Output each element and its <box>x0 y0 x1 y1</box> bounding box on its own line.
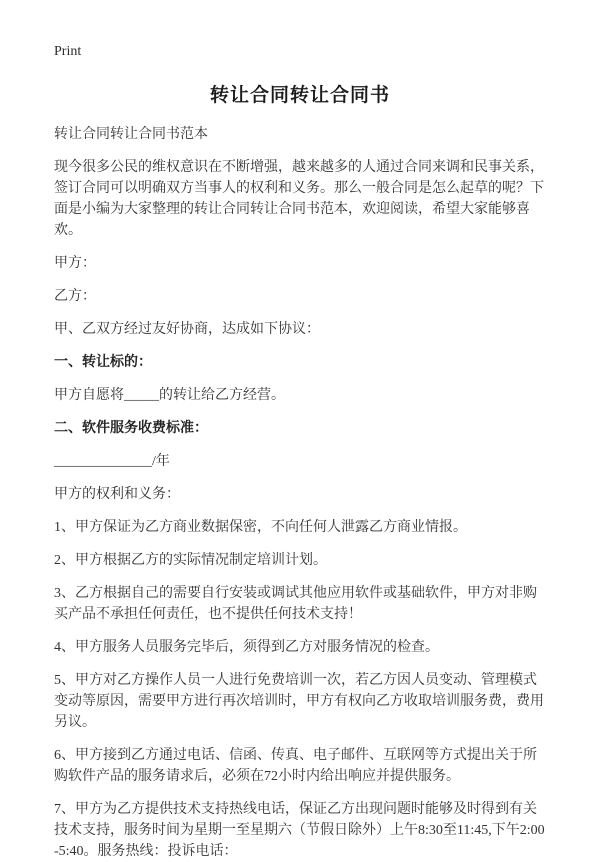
document-title: 转让合同转让合同书 <box>209 85 390 106</box>
document-subtitle: 转让合同转让合同书范本 <box>54 127 208 142</box>
clause-3: 3、乙方根据自己的需要自行安装或调试其他应用软件或基础软件，甲方对非购买产品不承担任何责任，也不提供任何技术支持！ <box>54 586 537 622</box>
section-1-body: 甲方自愿将_____的转让给乙方经营。 <box>54 388 285 403</box>
clause-2: 2、甲方根据乙方的实际情况制定培训计划。 <box>54 553 327 568</box>
section-2-heading: 二、软件服务收费标准： <box>54 421 208 436</box>
party-a-label: 甲方： <box>54 256 96 271</box>
clause-7: 7、甲方为乙方提供技术支持热线电话，保证乙方出现问题时能够及时得到有关技术支持，服务时间为星期一至星期六（节假日除外）上午8:30至11:45,下午2:00-5:40。服务热线：投诉电话： <box>54 802 545 859</box>
section-1-heading: 一、转让标的： <box>54 355 152 370</box>
clause-6: 6、甲方接到乙方通过电话、信函、传真、电子邮件、互联网等方式提出关于所购软件产品的服务请求后，必须在72小时内给出响应并提供服务。 <box>54 748 537 784</box>
clause-5: 5、甲方对乙方操作人员一人进行免费培训一次，若乙方因人员变动、管理模式变动等原因，需要甲方进行再次培训时，甲方有权向乙方收取培训服务费，费用另议。 <box>54 673 544 730</box>
print-link[interactable]: Print <box>54 44 82 59</box>
intro-paragraph: 现今很多公民的维权意识在不断增强，越来越多的人通过合同来调和民事关系，签订合同可以明确双方当事人的权利和义务。那么一般合同是怎么起草的呢？下面是小编为大家整理的转让合同转让合同书范本，欢迎阅读，希望大家能够喜欢。 <box>54 160 544 238</box>
clause-4: 4、甲方服务人员服务完毕后，须得到乙方对服务情况的检查。 <box>54 640 439 655</box>
clause-1: 1、甲方保证为乙方商业数据保密，不向任何人泄露乙方商业情报。 <box>54 520 467 535</box>
section-2-fee-blank: ______________/年 <box>54 454 170 469</box>
rights-obligations-heading: 甲方的权利和义务： <box>54 487 180 502</box>
party-b-label: 乙方： <box>54 289 96 304</box>
agreement-lead-in: 甲、乙双方经过友好协商，达成如下协议： <box>54 322 320 337</box>
